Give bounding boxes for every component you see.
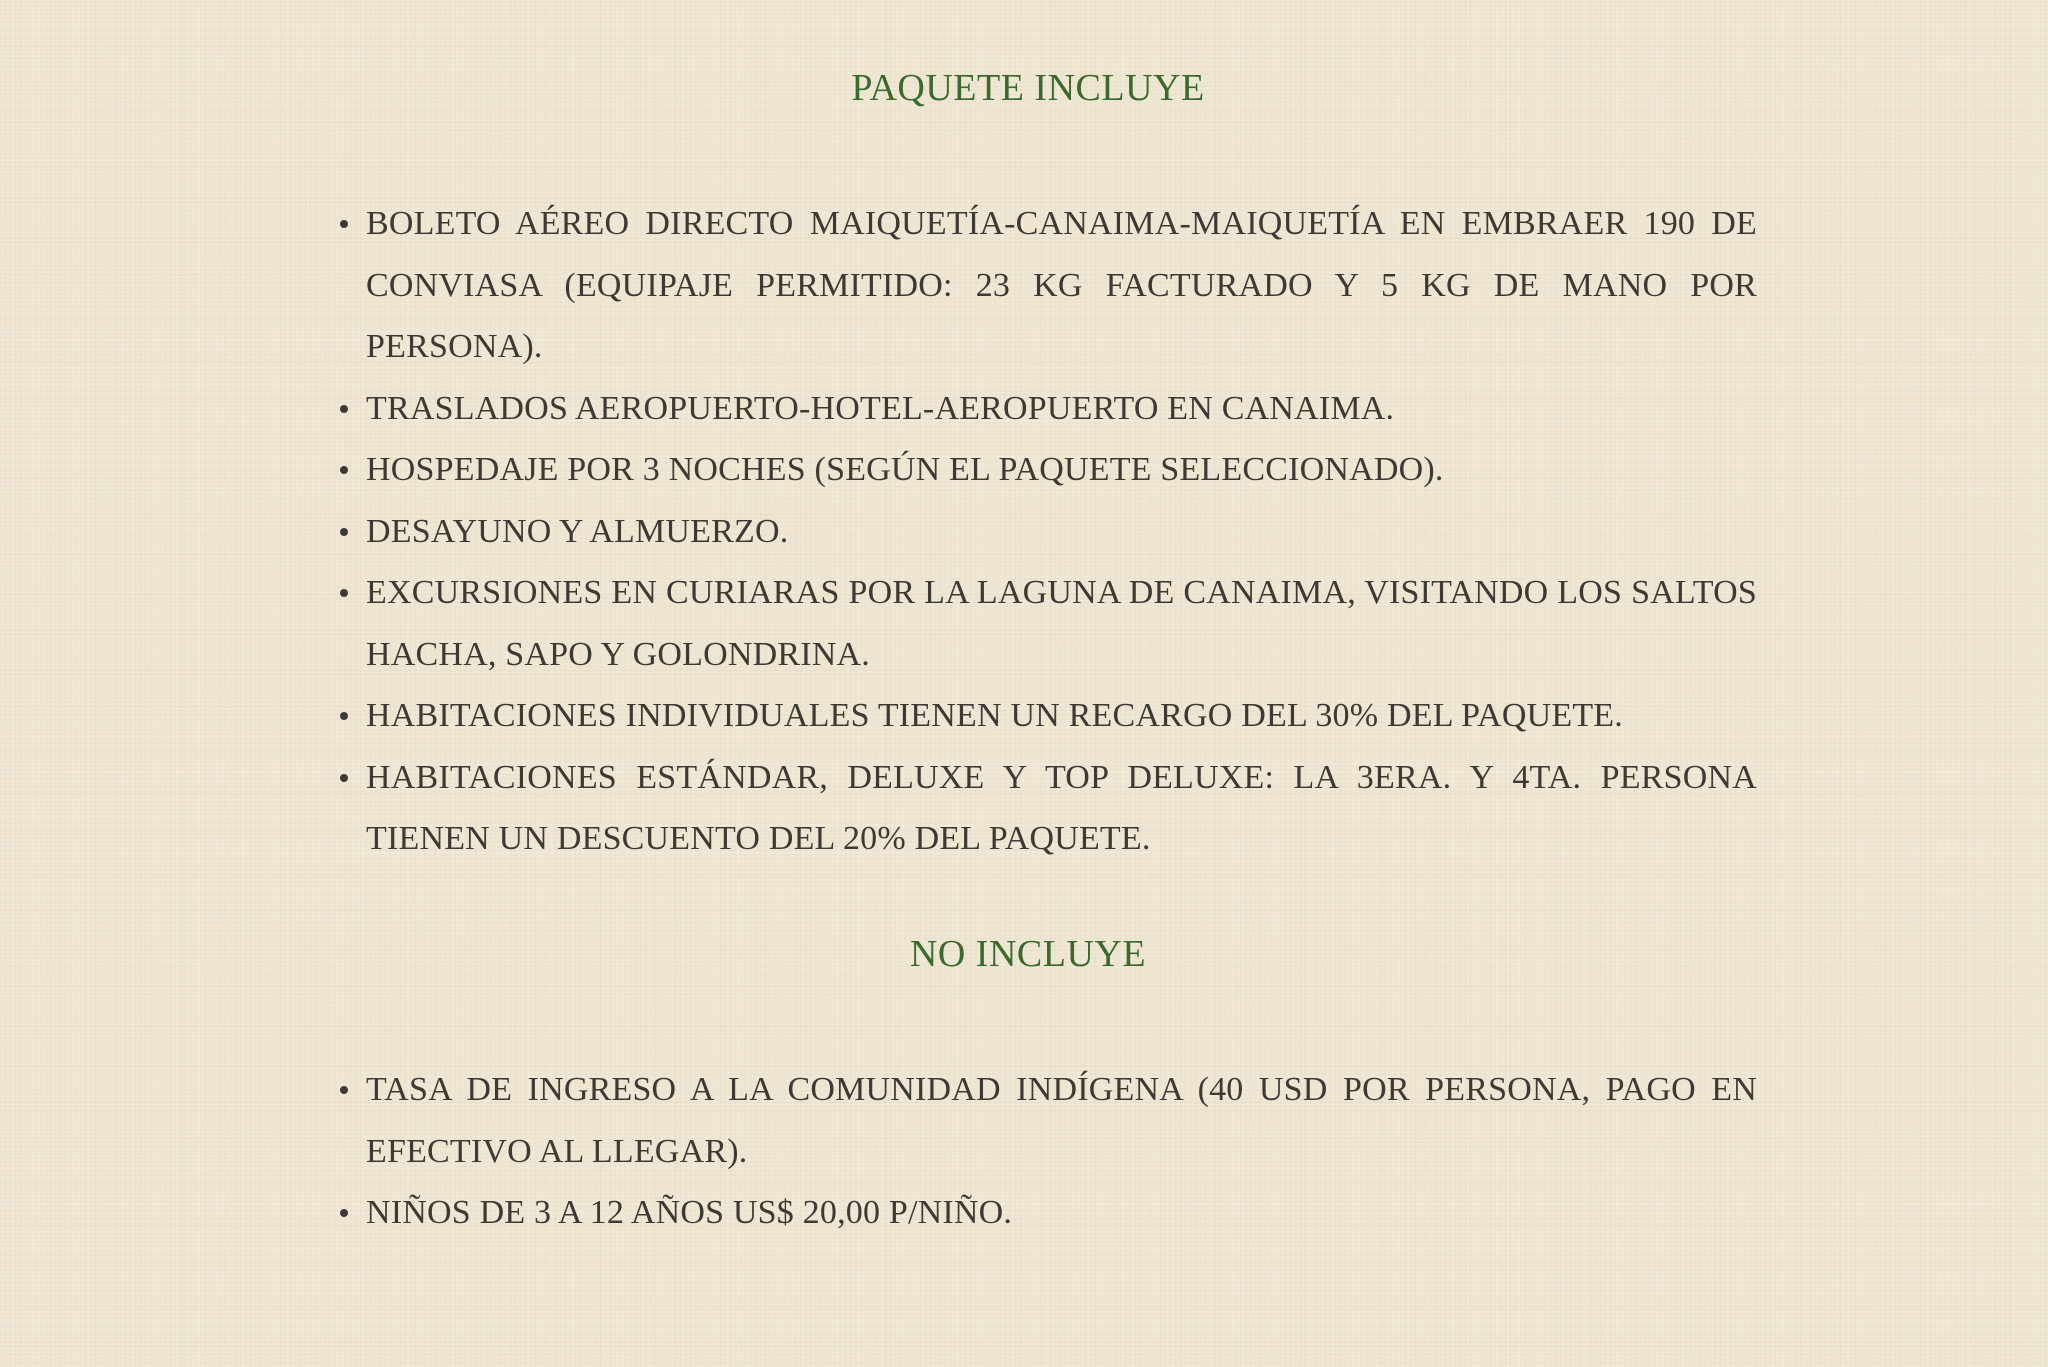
list-item-entry-fee (366, 1059, 1757, 1182)
list-item-excursions (366, 562, 1757, 685)
excludes-heading: NO INCLUYE (909, 933, 1147, 975)
list-item-text: BOLETO AÉREO DIRECTO MAIQUETÍA-CANAIMA-MAIQUETÍA EN EMBRAER 190 DE CONVIASA (EQUIPAJE PERMITIDO: 23 KG FACTURADO Y 5 KG DE MANO POR PERSONA). (366, 205, 1757, 365)
list-item-lodging (366, 439, 1757, 501)
list-item-single-rooms (366, 685, 1757, 747)
bullet-icon (340, 466, 348, 474)
bullet-icon (340, 589, 348, 597)
list-item-text: HABITACIONES ESTÁNDAR, DELUXE Y TOP DELUXE: LA 3ERA. Y 4TA. PERSONA TIENEN UN DESCUENTO DEL 20% DEL PAQUETE. (366, 758, 1757, 857)
bullet-icon (340, 405, 348, 413)
list-item-meals (366, 501, 1757, 563)
list-item-text: TRASLADOS AEROPUERTO-HOTEL-AEROPUERTO EN CANAIMA. (366, 389, 1395, 427)
excludes-list (366, 1059, 1757, 1244)
includes-list (366, 193, 1757, 870)
list-item-transfers (366, 378, 1757, 440)
list-item-text: HABITACIONES INDIVIDUALES TIENEN UN RECARGO DEL 30% DEL PAQUETE. (366, 697, 1623, 734)
list-item-children (366, 1182, 1757, 1244)
list-item-text: TASA DE INGRESO A LA COMUNIDAD INDÍGENA (40 USD POR PERSONA, PAGO EN EFECTIVO AL LLEGAR). (366, 1071, 1757, 1170)
list-item-text: EXCURSIONES EN CURIARAS POR LA LAGUNA DE CANAIMA, VISITANDO LOS SALTOS HACHA, SAPO Y GOLONDRINA. (366, 574, 1757, 673)
bullet-icon (340, 774, 348, 782)
list-item-text: HOSPEDAJE POR 3 NOCHES (SEGÚN EL PAQUETE SELECCIONADO). (366, 451, 1444, 488)
list-item-text: DESAYUNO Y ALMUERZO. (366, 512, 789, 550)
includes-heading: PAQUETE INCLUYE (851, 67, 1205, 109)
bullet-icon (340, 712, 348, 720)
bullet-icon (340, 1086, 348, 1094)
bullet-icon (340, 220, 348, 228)
bullet-icon (340, 1209, 348, 1217)
list-item-flight (366, 193, 1757, 378)
bullet-icon (340, 528, 348, 536)
list-item-text: NIÑOS DE 3 A 12 AÑOS US$ 20,00 P/NIÑO. (366, 1194, 1013, 1231)
list-item-room-discount (366, 747, 1757, 870)
